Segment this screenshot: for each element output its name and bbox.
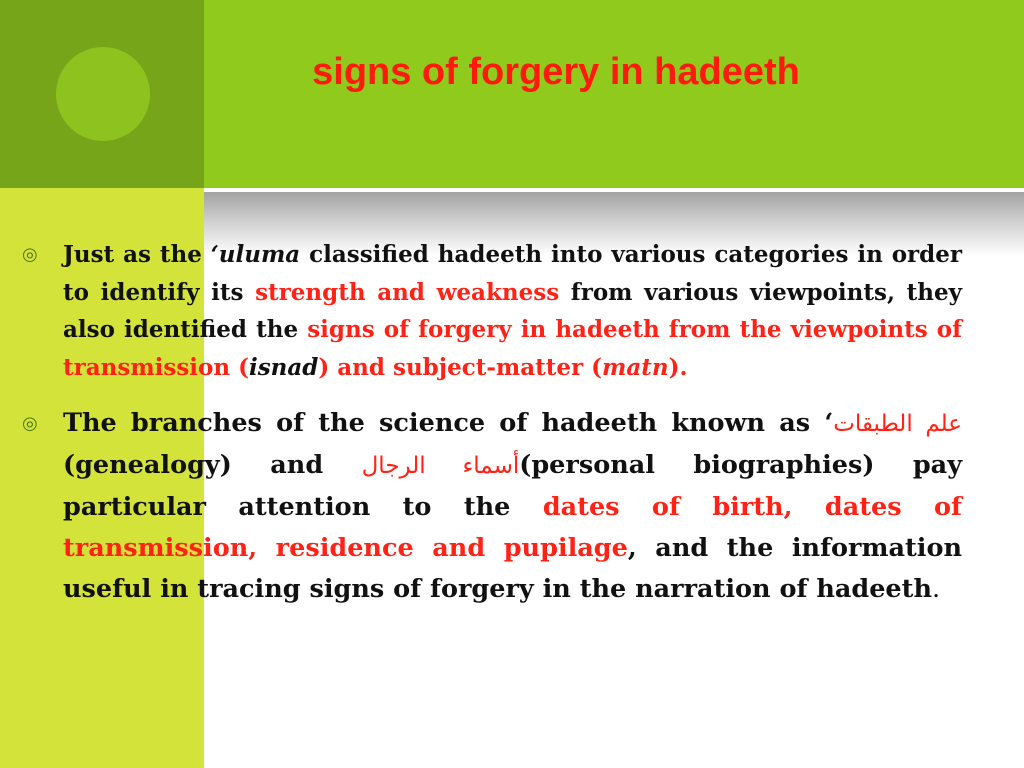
text-run: (genealogy) and [63, 450, 362, 480]
text-run-italic: ‘uluma [210, 241, 301, 268]
decorative-circle [56, 47, 150, 141]
text-run: from various viewpoints, they also identified the [63, 278, 962, 343]
highlight-run: ). [668, 353, 688, 381]
arabic-term-tabaqat: علم الطبقات [833, 411, 962, 437]
bullet-icon: ◎ [22, 413, 38, 434]
highlight-run-italic: matn [602, 353, 669, 381]
bullet-icon: ◎ [22, 244, 38, 265]
highlight-run: dates of birth, dates of transmission, residence and pupilage [63, 492, 962, 563]
text-run: . [931, 574, 941, 604]
bullet-item-1 [22, 236, 962, 386]
arabic-term-asma-rijal: أسماء الرجال [361, 453, 520, 479]
highlight-run: ) and subject-matter ( [318, 353, 603, 381]
text-run: , and the information useful in tracing signs of forgery in the narration of hadeeth [63, 533, 962, 604]
text-run: The branches of the science of hadeeth known as ‘ [63, 408, 834, 438]
bullet-item-2 [22, 403, 962, 610]
slide-body [22, 236, 962, 610]
highlight-run: signs of forgery in hadeeth from the viewpoints of transmission ( [63, 316, 962, 381]
text-run: (personal biographies) pay particular attention to the [63, 450, 963, 522]
text-run: Just as the [63, 241, 211, 268]
text-run: classified hadeeth into various categories in order to identify its [63, 241, 963, 306]
text-run-italic: isnad [248, 353, 319, 381]
slide-title: signs of forgery in hadeeth [312, 51, 800, 93]
highlight-run: strength and weakness [255, 278, 560, 306]
